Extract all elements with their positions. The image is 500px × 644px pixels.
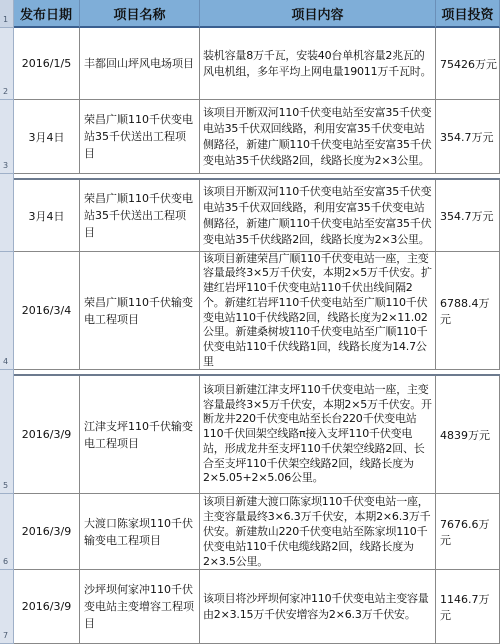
table-cell-name[interactable]: 丰都回山坪风电场项目 xyxy=(80,28,200,100)
table-cell-name[interactable]: 荣昌广顺110千伏变电站35千伏送出工程项目 xyxy=(80,180,200,252)
table-cell-name[interactable]: 荣昌广顺110千伏输变电工程项目 xyxy=(80,252,200,370)
table-cell-content[interactable]: 该项目新建荣昌广顺110千伏变电站一座，主变容量最终3×5万千伏安，本期2×5万千伏安。扩建红岩坪110千伏变电站110千伏出线间隔2个。新建红岩坪110千伏变电站至广顺110千伏变电站110千伏线路2回，线路长度为2×11.02公里。新建桑树坡110千伏变电站至广顺110千伏变电站110千伏线路1回，线路长度为14.7公里 xyxy=(200,252,436,370)
table-cell-investment[interactable]: 4839万元 xyxy=(436,376,500,494)
table-cell-date[interactable]: 3月4日 xyxy=(14,180,80,252)
row-header-2[interactable]: 2 xyxy=(0,28,14,100)
table-cell-investment[interactable]: 75426万元 xyxy=(436,28,500,100)
table-cell-investment[interactable]: 354.7万元 xyxy=(436,100,500,174)
row-header-repeat[interactable] xyxy=(0,180,14,252)
header-content[interactable]: 项目内容 xyxy=(200,0,436,28)
row-header-1[interactable]: 1 xyxy=(0,0,14,28)
table-cell-name[interactable]: 大渡口陈家坝110千伏输变电工程项目 xyxy=(80,494,200,570)
row-header-3[interactable]: 3 xyxy=(0,100,14,174)
row-header-4[interactable]: 4 xyxy=(0,252,14,370)
header-investment[interactable]: 项目投资 xyxy=(436,0,500,28)
table-cell-date[interactable]: 3月4日 xyxy=(14,100,80,174)
table-cell-date[interactable]: 2016/3/9 xyxy=(14,570,80,644)
table-cell-name[interactable]: 沙坪坝何家冲110千伏变电站主变增容工程项目 xyxy=(80,570,200,644)
table-cell-name[interactable]: 荣昌广顺110千伏变电站35千伏送出工程项目 xyxy=(80,100,200,174)
table-cell-date[interactable]: 2016/3/9 xyxy=(14,494,80,570)
table-cell-content[interactable]: 该项目开断双河110千伏变电站至安富35千伏变电站35千伏双回线路，利用安富35千伏变电站侧路径，新建广顺110千伏变电站至安富35千伏变电站35千伏线路2回，线路长度为2×3公里。 xyxy=(200,100,436,174)
row-header-7[interactable]: 7 xyxy=(0,570,14,644)
table-cell-content[interactable]: 该项目新建大渡口陈家坝110千伏变电站一座，主变容量最终3×6.3万千伏安，本期2×6.3万千伏安。新建敖山220千伏变电站至陈家坝110千伏变电站110千伏电缆线路2回，线路长度为2×3.5公里。 xyxy=(200,494,436,570)
table-cell-investment[interactable]: 7676.6万元 xyxy=(436,494,500,570)
header-name[interactable]: 项目名称 xyxy=(80,0,200,28)
table-cell-investment[interactable]: 1146.7万元 xyxy=(436,570,500,644)
row-header-5[interactable]: 5 xyxy=(0,376,14,494)
table-cell-content[interactable]: 该项目开断双河110千伏变电站至安富35千伏变电站35千伏双回线路，利用安富35千伏变电站侧路径，新建广顺110千伏变电站至安富35千伏变电站35千伏线路2回，线路长度为2×3公里。 xyxy=(200,180,436,252)
table-cell-date[interactable]: 2016/3/9 xyxy=(14,376,80,494)
table-cell-investment[interactable]: 6788.4万元 xyxy=(436,252,500,370)
table-cell-date[interactable]: 2016/1/5 xyxy=(14,28,80,100)
table-cell-date[interactable]: 2016/3/4 xyxy=(14,252,80,370)
table-cell-content[interactable]: 装机容量8万千瓦，安装40台单机容量2兆瓦的风电机组，多年平均上网电量19011万千瓦时。 xyxy=(200,28,436,100)
table-cell-investment[interactable]: 354.7万元 xyxy=(436,180,500,252)
row-header-6[interactable]: 6 xyxy=(0,494,14,570)
table-cell-name[interactable]: 江津支坪110千伏输变电工程项目 xyxy=(80,376,200,494)
table-cell-content[interactable]: 该项目将沙坪坝何家冲110千伏变电站主变容量由2×3.15万千伏安增容为2×6.3万千伏安。 xyxy=(200,570,436,644)
table-cell-content[interactable]: 该项目新建江津支坪110千伏变电站一座，主变容量最终3×5万千伏安，本期2×5万千伏安。开断龙井220千伏变电站至长台220千伏变电站110千伏回架空线路π接入支坪110千伏变电站，形成龙井至支坪110千伏架空线路2回、长合至支坪110千伏架空线路2回，线路长度为2×5.05+2×5.06公里。 xyxy=(200,376,436,494)
header-date[interactable]: 发布日期 xyxy=(14,0,80,28)
